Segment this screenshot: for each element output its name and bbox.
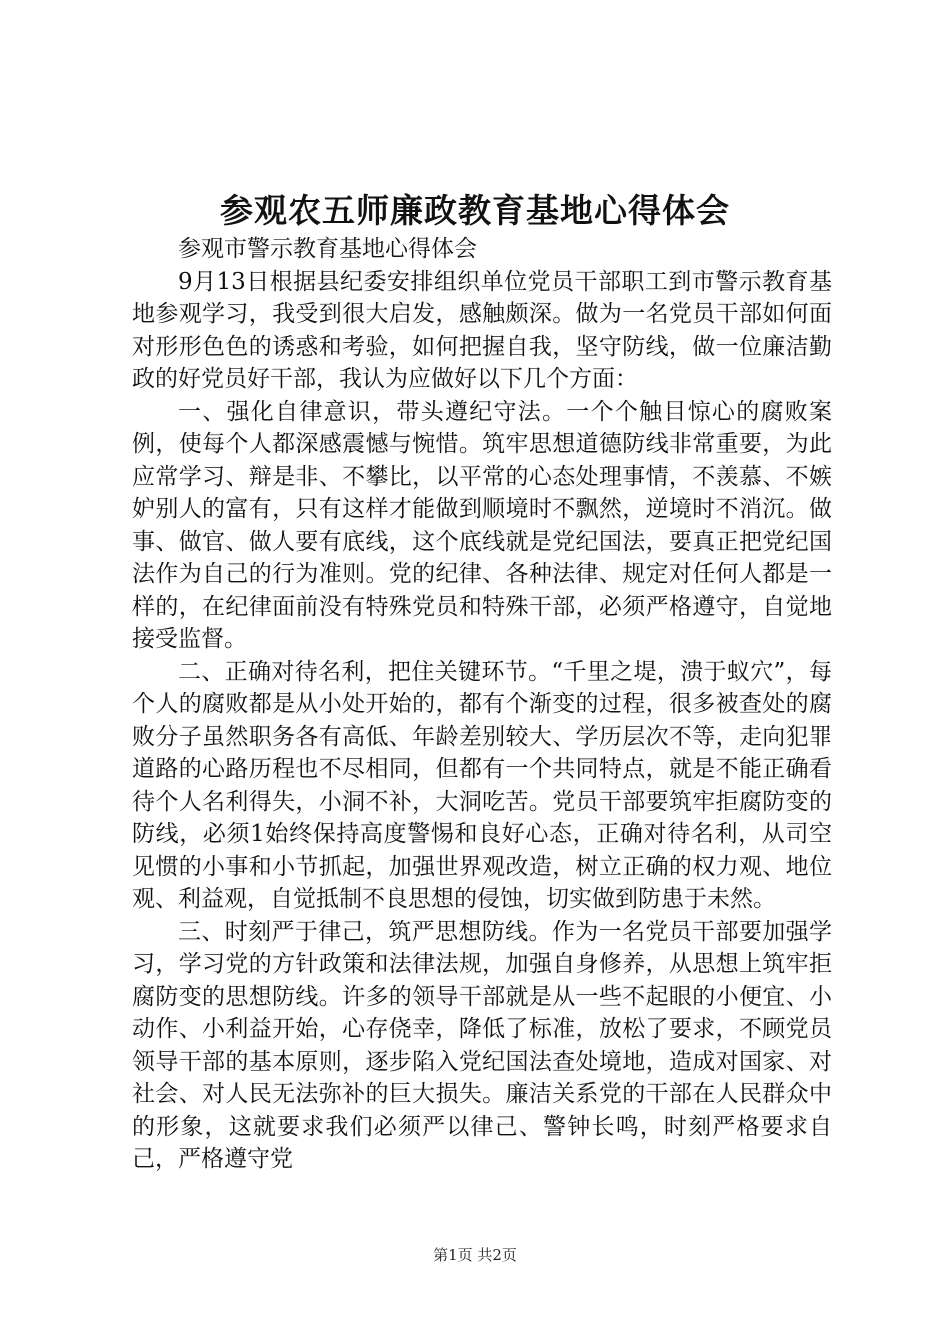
document-body [132,233,832,1176]
page-number: 第1页 共2页 [433,1246,517,1264]
section-one-paragraph: 一、强化自律意识，带头遵纪守法。一个个触目惊心的腐败案例，使每个人都深感震憾与惋惜。筑牢思想道德防线非常重要，为此应常学习、辩是非、不攀比，以平常的心态处理事情，不羡慕、不嫉妒别人的富有，只有这样才能做到顺境时不飘然，逆境时不消沉。做事、做官、做人要有底线，这个底线就是党纪国法，要真正把党纪国法作为自己的行为准则。党的纪律、各种法律、规定对任何人都是一样的，在纪律面前没有特殊党员和特殊干部，必须严格遵守，自觉地接受监督。 [132,398,832,652]
subtitle-paragraph: 参观市警示教育基地心得体会 [178,236,477,262]
document-title: 参观农五师廉政教育基地心得体会 [220,191,730,230]
section-two-paragraph: 二、正确对待名利，把住关键环节。“千里之堤，溃于蚁穴”，每个人的腐败都是从小处开始的，都有个渐变的过程，很多被查处的腐败分子虽然职务各有高低、年龄差别较大、学历层次不等，走向犯罪道路的心路历程也不尽相同，但都有一个共同特点，就是不能正确看待个人名利得失，小洞不补，大洞吃苦。党员干部要筑牢拒腐防变的防线，必须1始终保持高度警惕和良好心态，正确对待名利，从司空见惯的小事和小节抓起，加强世界观改造，树立正确的权力观、地位观、利益观，自觉抵制不良思想的侵蚀，切实做到防患于未然。 [132,658,832,912]
section-three-paragraph: 三、时刻严于律己，筑严思想防线。作为一名党员干部要加强学习，学习党的方针政策和法律法规，加强自身修养，从思想上筑牢拒腐防变的思想防线。许多的领导干部就是从一些不起眼的小便宜、小动作、小利益开始，心存侥幸，降低了标准，放松了要求，不顾党员领导干部的基本原则，逐步陷入党纪国法查处境地，造成对国家、对社会、对人民无法弥补的巨大损失。廉洁关系党的干部在人民群众中的形象，这就要求我们必须严以律己、警钟长鸣，时刻严格要求自己，严格遵守党 [132,918,832,1172]
intro-paragraph: 9月13日根据县纪委安排组织单位党员干部职工到市警示教育基地参观学习，我受到很大启发，感触颇深。做为一名党员干部如何面对形形色色的诱惑和考验，如何把握自我，坚守防线，做一位廉洁勤政的好党员好干部，我认为应做好以下几个方面： [132,268,832,392]
